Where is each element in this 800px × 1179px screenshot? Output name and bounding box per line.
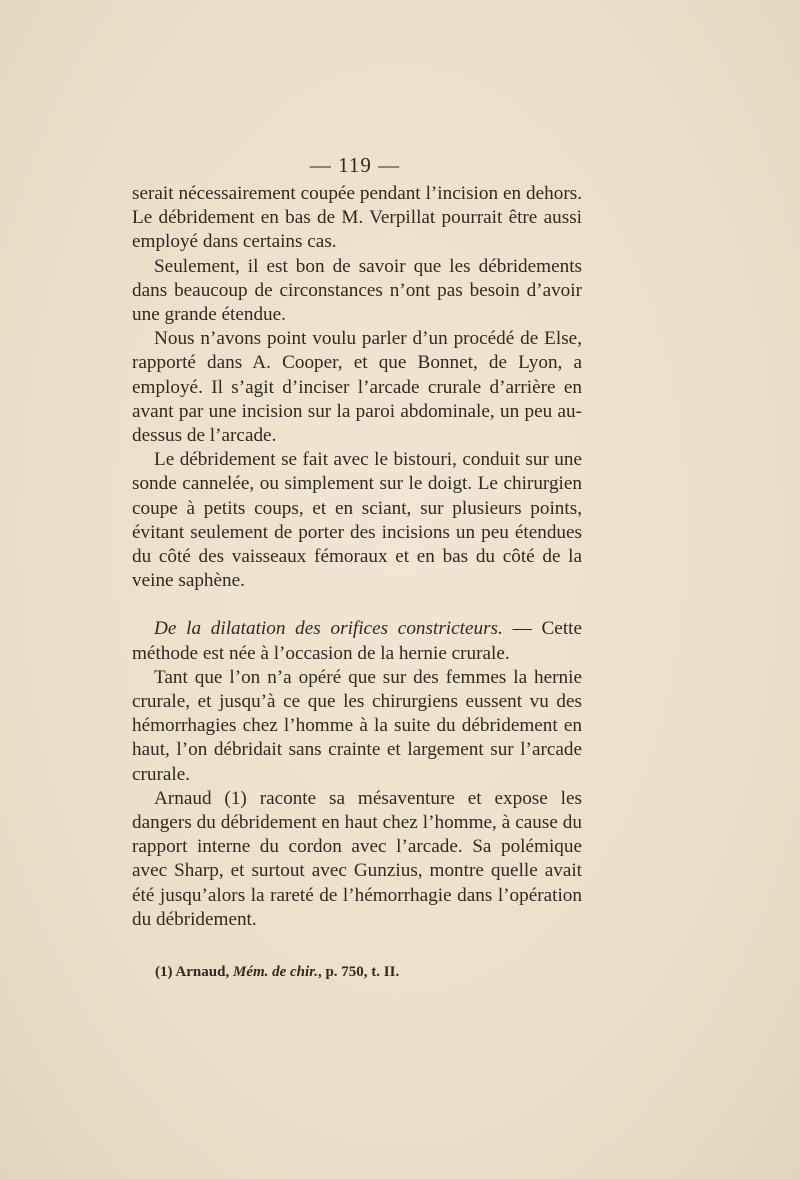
section-heading-continuation: — Cette méthode est née à l’occasion de la hernie crurale. bbox=[132, 618, 582, 664]
page-number: — 119 — bbox=[309, 153, 401, 177]
paragraph-dilatation bbox=[132, 617, 582, 665]
footnote-marker: (1) bbox=[155, 964, 173, 980]
footnote-author: Arnaud, bbox=[172, 964, 233, 980]
paragraph-femmes-hernie: Tant que l’on n’a opéré que sur des femmes la hernie crurale, et jusqu’à ce que les chirurgiens eussent vu des hémorrhagies chez l’homme à la suite du débridement en haut, l’on débridait sans crainte et largement sur l’arcade crurale. bbox=[132, 666, 582, 785]
footnote-work: Mém. de chir. bbox=[232, 964, 318, 980]
footnote bbox=[155, 964, 399, 981]
paragraph-procede-else: Nous n’avons point voulu parler d’un procédé de Else, rapporté dans A. Cooper, et que Bonnet, de Lyon, a employé. Il s’agit d’inciser l’arcade crurale d’arrière en avant par une incision sur la paroi abdominale, un peu au-dessus de l’arcade. bbox=[132, 328, 582, 447]
paragraph-bistouri: Le débridement se fait avec le bistouri, conduit sur une sonde cannelée, ou simplement sur le doigt. Le chirurgien coupe à petits coups, et en sciant, sur plusieurs points, évitant seulement de porter des incisions un peu étendues du côté des vaisseaux fémoraux et en bas du côté de la veine saphène. bbox=[132, 449, 582, 592]
paragraph-continuation: serait nécessairement coupée pendant l’incision en dehors. Le débridement en bas de M. Verpillat pourrait être aussi employé dans certains cas. bbox=[132, 183, 582, 253]
footnote-reference: , p. 750, t. II. bbox=[317, 964, 400, 980]
section-spacer bbox=[132, 593, 582, 617]
paragraph-arnaud: Arnaud (1) raconte sa mésaventure et expose les dangers du débridement en haut chez l’homme, à cause du rapport interne du cordon avec l’arcade. Sa polémique avec Sharp, et surtout avec Gunzius, montre quelle avait été jusqu’alors la rareté de l’hémorrhagie dans l’opération du débridement. bbox=[132, 787, 582, 930]
body-text bbox=[132, 182, 582, 932]
section-heading: De la dilatation des orifices constricteurs. bbox=[154, 618, 503, 640]
paragraph-debridements-etendue: Seulement, il est bon de savoir que les débridements dans beaucoup de circonstances n’ont pas besoin d’avoir une grande étendue. bbox=[132, 255, 582, 326]
